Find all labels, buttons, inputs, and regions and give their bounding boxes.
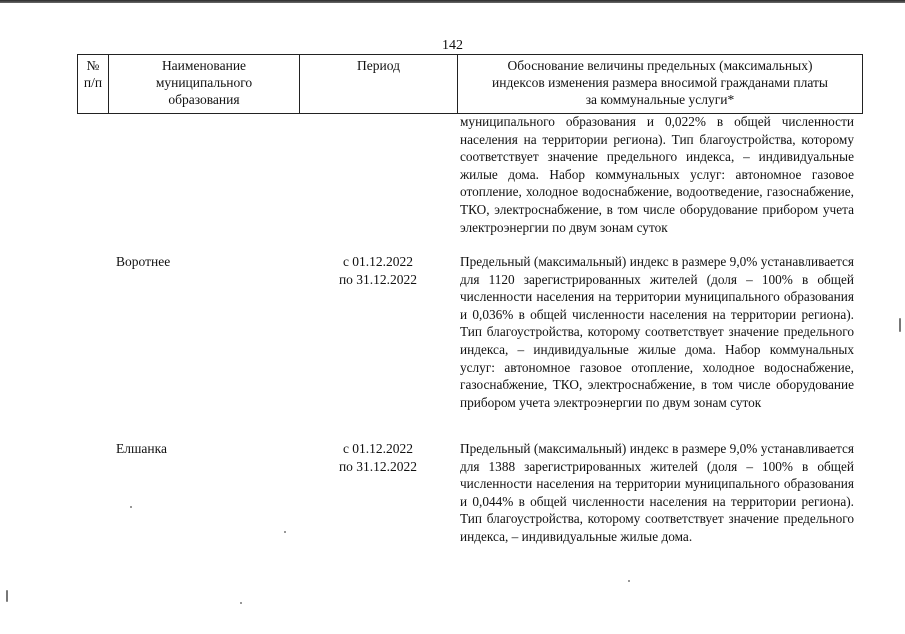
page-top-edge: [0, 0, 905, 3]
header-col-name: [108, 54, 299, 114]
scan-speck: [628, 580, 630, 582]
scan-speck: [6, 590, 8, 602]
scan-speck: [240, 602, 242, 604]
scan-speck: [899, 318, 901, 332]
period-to: по 31.12.2022: [338, 458, 418, 474]
period-from: с 01.12.2022: [342, 441, 414, 456]
row-justification-text: Предельный (максимальный) индекс в размере 9,0% устанавливается для 1120 зарегистрированных жителей (доля – 100% в общей численности населения на территории муниципального образования и 0,036% в общей численности населения на территории региона). Тип благоустройства, которому соответствует значение предельного индекса, – индивидуальные жилые дома. Набор коммунальных услуг: автономное газовое отопление, холодное водоснабжение, газоснабжение, ТКО, электроснабжение, в том числе оборудование прибором учета электроэнергии по двум зонам суток: [460, 254, 854, 410]
row-justification-text: муниципального образования и 0,022% в общей численности населения на территории региона). Тип благоустройства, которому соответствует значение предельного индекса, – индивидуальные жилые дома. Набор коммунальных услуг: автономное газовое отопление, холодное водоснабжение, водоотведение, газоснабжение, ТКО, электроснабжение, в том числе оборудование прибором учета электроэнергии по двум зонам суток: [460, 114, 854, 235]
header-col-name-label: Наименование муниципального образования: [155, 58, 253, 107]
header-col-period-label: Период: [357, 58, 400, 73]
header-col-period: [299, 54, 457, 114]
row-justification-text: Предельный (максимальный) индекс в размере 9,0% устанавливается для 1388 зарегистрированных жителей (доля – 100% в общей численности населения на территории муниципального образования и 0,044% в общей численности населения на территории региона). Тип благоустройства, которому соответствует значение предельного индекса, – индивидуальные жилые дома.: [460, 441, 854, 544]
row-period: [299, 253, 457, 288]
header-col-justification-label: Обоснование величины предельных (максимальных) индексов изменения размера вносимой гражданами платы за коммунальные услуги*: [492, 58, 828, 107]
row-municipality-name: Воротнее: [116, 254, 171, 269]
row-municipality-name: Елшанка: [116, 441, 167, 456]
scan-speck: [284, 531, 286, 533]
scan-speck: [130, 506, 132, 508]
header-col-number-label: № п/п: [83, 58, 103, 90]
header-col-justification: [457, 54, 863, 114]
period-to: по 31.12.2022: [338, 271, 418, 287]
row-period: [299, 440, 457, 475]
header-col-number: [77, 54, 108, 114]
page-number: 142: [442, 38, 463, 53]
period-from: с 01.12.2022: [342, 254, 414, 269]
